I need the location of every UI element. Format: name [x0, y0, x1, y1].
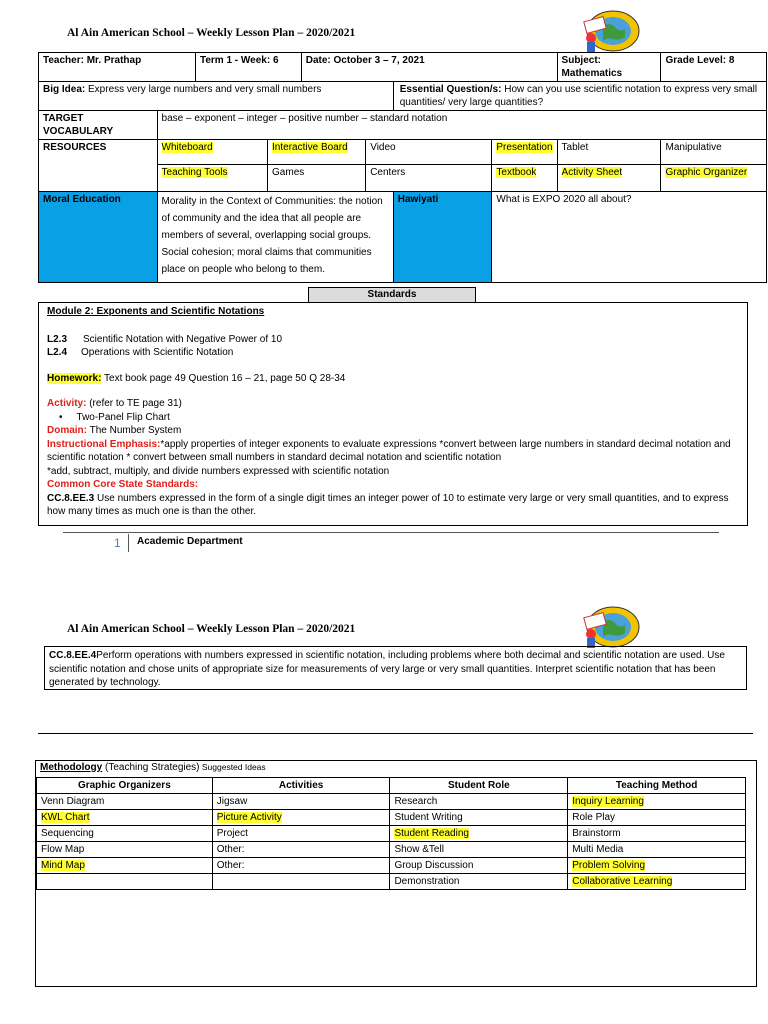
page-number: 1 [114, 536, 121, 550]
resource-activity-sheet: Activity Sheet [557, 165, 661, 192]
table-row: Flow Map Other: Show &Tell Multi Media [37, 842, 746, 858]
footer-divider [63, 532, 719, 533]
page-title-2: Al Ain American School – Weekly Lesson Plan – 2020/2021 [67, 623, 356, 635]
resource-teaching-tools: Teaching Tools [157, 165, 268, 192]
header-graphic-organizers: Graphic Organizers [37, 778, 213, 794]
resource-interactive-board: Interactive Board [268, 140, 366, 165]
vocab-label: TARGET VOCABULARY [39, 111, 158, 140]
methodology-table [36, 777, 746, 890]
vocab-value: base – exponent – integer – positive number – standard notation [157, 111, 766, 140]
resources-label: RESOURCES [39, 140, 158, 192]
standard-ee3: CC.8.EE.3 Use numbers expressed in the form of a single digit times an integer power of 10 to estimate very large or very small quantities, and to express how many times as much one is than the other. [47, 492, 729, 517]
emphasis-line-2: *add, subtract, multiply, and divide numbers expressed with scientific notation [47, 465, 390, 477]
lesson-header-table [38, 52, 767, 283]
methodology-title: Methodology (Teaching Strategies) Suggested Ideas [40, 762, 266, 773]
grade-cell: Grade Level: 8 [661, 53, 767, 82]
big-idea-cell: Big Idea: Express very large numbers and very small numbers [39, 82, 394, 111]
activity-bullet: • Two-Panel Flip Chart [59, 411, 170, 423]
resource-video: Video [366, 140, 492, 165]
school-logo [577, 5, 641, 55]
module-title: Module 2: Exponents and Scientific Notations [47, 306, 265, 317]
resource-tablet: Tablet [557, 140, 661, 165]
table-row: Demonstration Collaborative Learning [37, 874, 746, 890]
table-row: KWL Chart Picture Activity Student Writing Role Play [37, 810, 746, 826]
table-row: Mind Map Other: Group Discussion Problem Solving [37, 858, 746, 874]
activity-line: Activity: (refer to TE page 31) [47, 398, 182, 409]
section-divider [38, 733, 753, 734]
methodology-box [35, 760, 757, 987]
header-student-role: Student Role [390, 778, 568, 794]
date-cell: Date: October 3 – 7, 2021 [301, 53, 557, 82]
standard-ee4-box: CC.8.EE.4Perform operations with numbers expressed in scientific notation, including problems where both decimal and scientific notation are used. Use scientific notation and chose units of appropriate size for measurements of very large or very small quantities. Interpret scientific notation that has been generated by technology. [44, 646, 747, 690]
resource-centers: Centers [366, 165, 492, 192]
moral-education-label: Moral Education [39, 192, 158, 283]
header-teaching-method: Teaching Method [568, 778, 746, 794]
resource-manipulative: Manipulative [661, 140, 767, 165]
resource-presentation: Presentation [492, 140, 557, 165]
resource-whiteboard: Whiteboard [157, 140, 268, 165]
resource-graphic-organizer: Graphic Organizer [661, 165, 767, 192]
homework-line: Homework: Text book page 49 Question 16 – 21, page 50 Q 28-34 [47, 372, 346, 384]
standard-l24: L2.4 Operations with Scientific Notation [47, 347, 234, 358]
emphasis-line: Instructional Emphasis:*apply properties of integer exponents to evaluate expressions *convert between large numbers in standard decimal notation and scientific notation * convert between small numbers in standard decimal notation and scientific notation [47, 438, 731, 463]
table-row: Sequencing Project Student Reading Brainstorm [37, 826, 746, 842]
page-title: Al Ain American School – Weekly Lesson Plan – 2020/2021 [67, 27, 356, 39]
standards-box [38, 302, 748, 526]
header-activities: Activities [212, 778, 390, 794]
footer-separator [128, 534, 129, 552]
resource-textbook: Textbook [492, 165, 557, 192]
ccss-label: Common Core State Standards: [47, 479, 199, 490]
school-logo [577, 601, 641, 651]
resource-games: Games [268, 165, 366, 192]
moral-education-text: Morality in the Context of Communities: the notion of community and the idea that all people are members of several, overlapping social groups. Social cohesion; moral claims that communities place on people who belong to them. [157, 192, 393, 283]
teacher-cell: Teacher: Mr. Prathap [39, 53, 196, 82]
standards-tab: Standards [308, 287, 476, 303]
domain-line: Domain: The Number System [47, 425, 182, 436]
standard-l23: L2.3 Scientific Notation with Negative Power of 10 [47, 333, 283, 345]
table-row: Venn Diagram Jigsaw Research Inquiry Learning [37, 794, 746, 810]
subject-cell: Subject: Mathematics [557, 53, 661, 82]
footer-department: Academic Department [137, 536, 243, 547]
hawiyati-text: What is EXPO 2020 all about? [492, 192, 767, 283]
hawiyati-label: Hawiyati [393, 192, 492, 283]
essential-question-cell: Essential Question/s: How can you use scientific notation to express very small quantities/ very large quantities? [393, 82, 766, 111]
term-cell: Term 1 - Week: 6 [195, 53, 301, 82]
